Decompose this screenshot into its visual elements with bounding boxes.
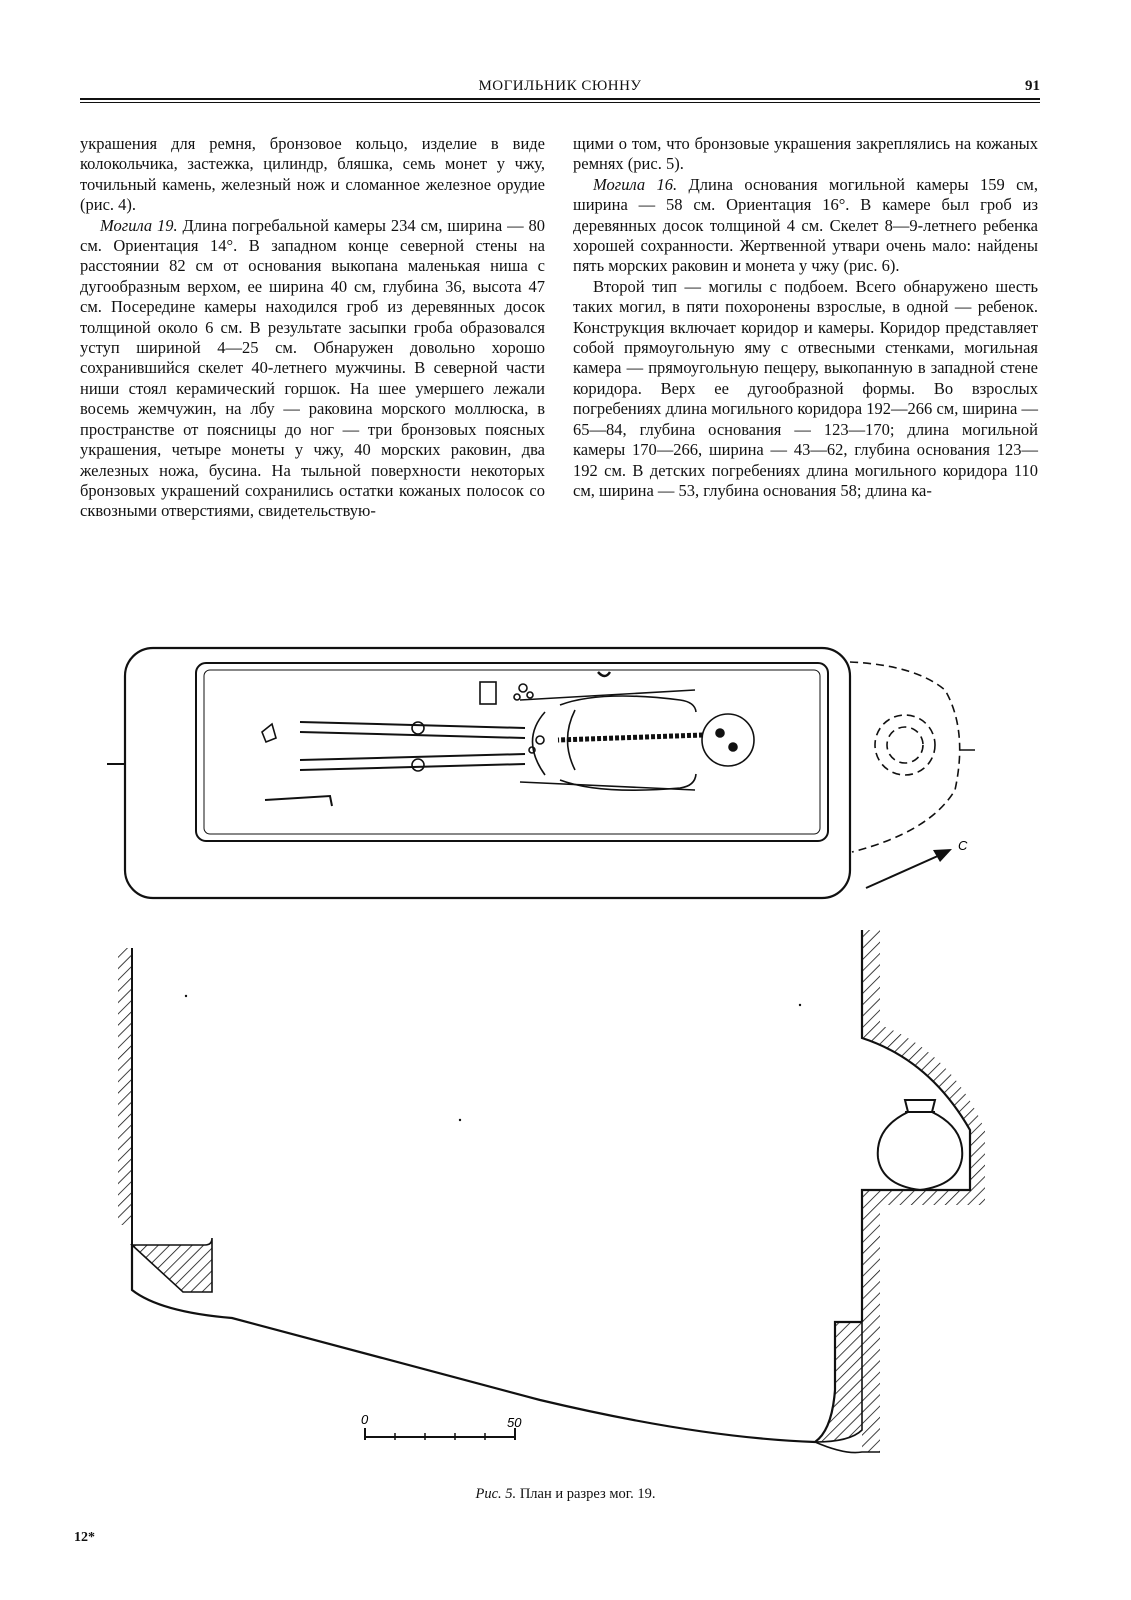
- grave-plan-section-figure: [100, 640, 968, 1470]
- plan-coffin: [196, 663, 828, 841]
- coffin-wall-right: [815, 1322, 862, 1442]
- figure-caption: [0, 1486, 1131, 1503]
- north-arrow: [866, 838, 968, 888]
- paragraph-grave-19: [80, 216, 545, 522]
- scale-start-label: 0: [361, 1412, 369, 1427]
- paragraph-text: Длина основания могильной камеры 159 см, ширина — 58 см. Ориентация 16°. В камере был гроб из деревянных досок толщиной 4 см. Скелет 8—9-летнего ребенка хорошей сохранности. Жертвенной утвари очень мало: найдены пять морских раковин и монета у чжу (рис. 6).: [573, 174, 1038, 276]
- coffin-wall-left: [132, 1238, 212, 1292]
- skeleton: [262, 672, 754, 806]
- paragraph: украшения для ремня, бронзовое кольцо, изделие в виде колокольчика, застежка, цилиндр, бляшка, семь монет у чжу, точильный камень, железный нож и сломанное железное орудие (рис. 4).: [80, 134, 545, 215]
- north-arrow-label: С: [958, 838, 968, 853]
- plan-chamber-inner: [204, 670, 820, 834]
- grave-label: Могила 19.: [100, 215, 178, 235]
- scale-end-label: 50: [507, 1415, 522, 1430]
- caption-label: Рис. 5.: [475, 1486, 517, 1502]
- paragraph-grave-16: [573, 175, 1038, 277]
- paragraph: Второй тип — могилы с подбоем. Всего обнаружено шесть таких могил, в пяти похоронены взрослые, в одной — ребенок. Конструкция включает коридор и камеры. Коридор представляет собой прямоугольную яму с отвесными стенками, могильная камера — прямоугольную пещеру, выкопанную в западной стене коридора. Верх ее дугообразной формы. Во взрослых погребениях длина могильного коридора 192—266 см, ширина — 65—84, глубина основания — 123—170; длина могильной камеры 170—266, ширина — 43—62, глубина основания 123—192 см. В детских погребениях длина могильного коридора 110 см, ширина — 53, глубина основания 58; длина ка-: [573, 276, 1038, 500]
- running-header: [80, 78, 1040, 100]
- right-column: [573, 134, 1038, 501]
- left-column: [80, 134, 545, 522]
- page-number: 91: [1025, 78, 1040, 94]
- section-right-wall-hatch: [862, 930, 985, 1452]
- plan-outer-pit: [125, 648, 850, 898]
- grave-section: [118, 930, 985, 1453]
- paragraph-text: Длина погребальной камеры 234 см, ширина — 80 см. Ориентация 14°. В западном конце северной стены на расстоянии 82 см от основания выкопана маленькая ниша с дугообразным верхом, ее ширина 40 см, глубина 36, высота 47 см. Посередине камеры находился гроб из деревянных досок толщиной около 6 см. В результате засыпки гроба образовался уступ шириной 4—25 см. Обнаружен довольно хорошо сохранившийся скелет 40-летнего мужчины. В северной части ниши стоял керамический горшок. На шее умершего лежали восемь жемчужин, на лбу — раковина морского моллюска, в пространстве от поясницы до ног — три бронзовых поясных украшения, четыре монеты у чжу, 40 морских раковин, два железных ножа, бусина. На тыльной поверхности некоторых бронзовых украшений сохранились остатки кожаных полосок со сквозными отверстиями, свидетельствую-: [80, 215, 545, 521]
- scale-bar: [361, 1412, 522, 1440]
- grave-plan: [107, 648, 975, 898]
- ceramic-pot: [878, 1100, 963, 1190]
- grave-label: Могила 16.: [593, 174, 678, 194]
- skull: [702, 714, 754, 766]
- plan-niche: [850, 662, 960, 852]
- running-title: МОГИЛЬНИК СЮННУ: [478, 78, 642, 94]
- paragraph: щими о том, что бронзовые украшения закреплялись на кожаных ремнях (рис. 5).: [573, 134, 1038, 174]
- header-rule: [80, 98, 1040, 100]
- section-left-wall-hatch: [118, 948, 132, 1225]
- signature-mark: 12*: [74, 1530, 95, 1545]
- caption-text: План и разрез мог. 19.: [516, 1486, 656, 1502]
- header-rule-thin: [80, 102, 1040, 103]
